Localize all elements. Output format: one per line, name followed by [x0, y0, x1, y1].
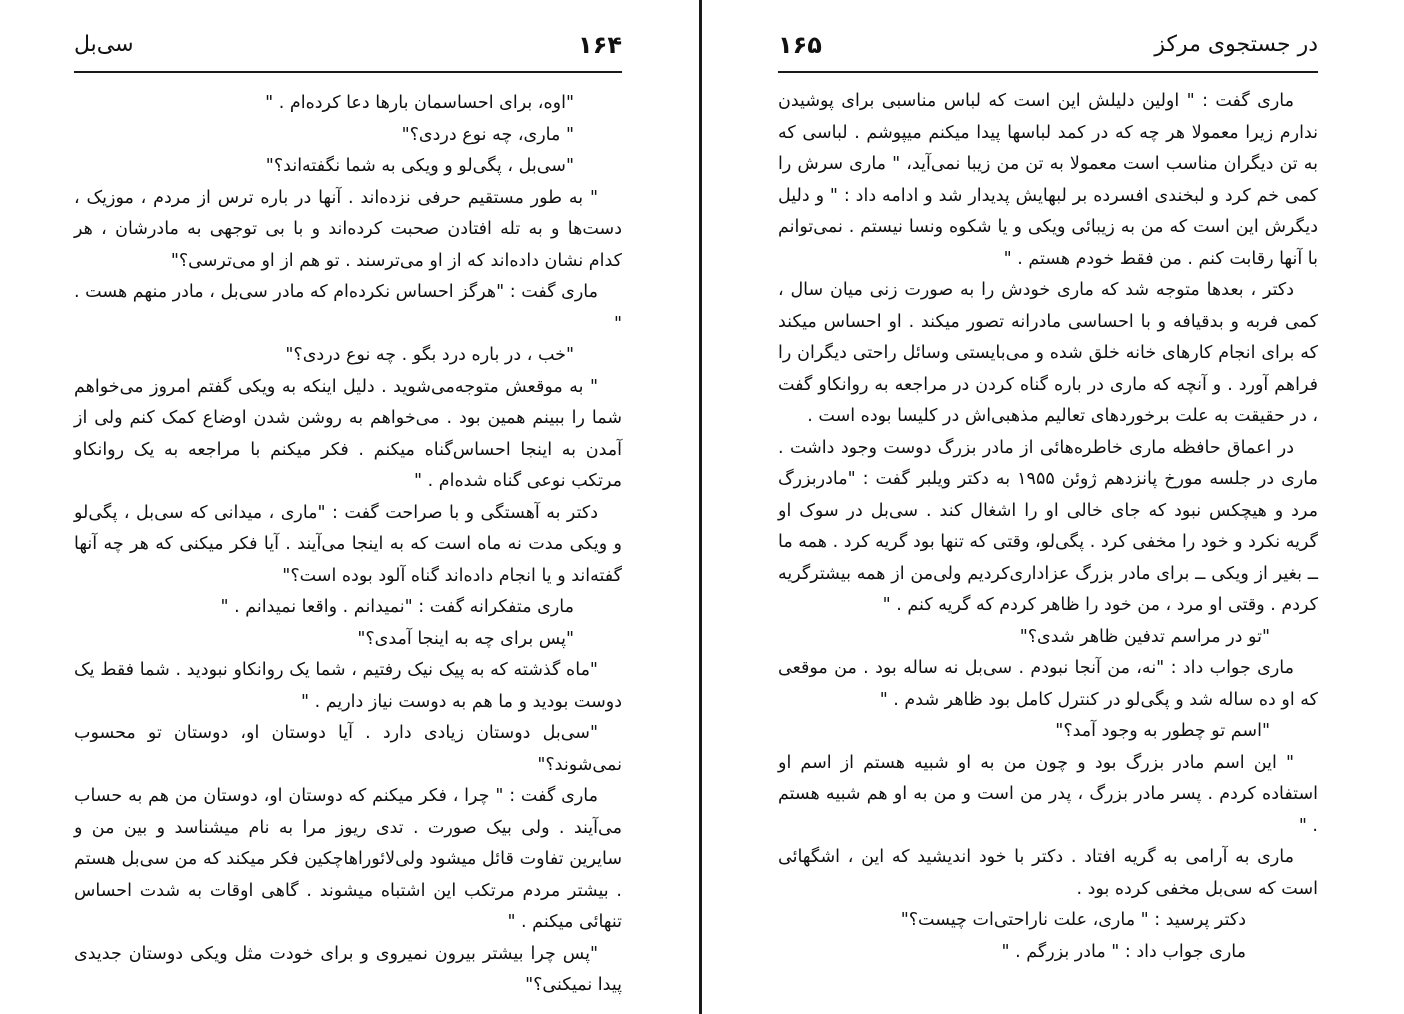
book-gutter [699, 0, 702, 1014]
paragraph: ماری به آرامی به گریه افتاد . دکتر با خود اندیشید که این ، اشگهائی است که سی‌بل مخفی کرده بود . [778, 847, 1318, 899]
paragraph: ماری متفکرانه گفت : "نمیدانم . واقعا نمیدانم . " [220, 597, 574, 617]
left-page [74, 0, 622, 1014]
paragraph: "سی‌بل ، پگی‌لو و ویکی به شما نگفته‌اند؟" [265, 156, 574, 176]
paragraph: "پس برای چه به اینجا آمدی؟" [357, 628, 574, 649]
paragraph: ماری گفت : " اولین دلیلش این است که لباس مناسبی برای پوشیدن ندارم زیرا معمولا هر چه که در کمد لباسها پیدا میکنم میپوشم . لباسی که به تن دیگران مناسب است معمولا به تن من زیبا نمی‌آید، " ماری سرش را کمی خم کرد و لبخندی افسرده بر لبهایش پدیدار شد و ادامه داد : " و دلیل دیگرش این است که من به زیبائی ویکی و یا شکوه ونسا نیستم . نمی‌توانم با آنها رقابت کنم . من فقط خودم هستم . " [778, 91, 1318, 269]
paragraph: " این اسم مادر بزرگ بود و چون من به او شبیه هستم از اسم او استفاده کردم . پسر مادر بزرگ ، پدر من است و من به او هم شبیه هستم . " [778, 752, 1318, 836]
paragraph: در اعماق حافظه ماری خاطره‌هائی از مادر بزرگ دوست‌ وجود داشت . ماری در جلسه مورخ پانزدهم ژوئن ۱۹۵۵ به دکتر ویلبر گفت : "مادربزرگ مرد و هیچکس نبود که جای خالی او را اشغال کند . سی‌بل در سوک او گریه نکرد و خود را مخفی کرد . پگی‌لو، وقتی که تنها بود گریه کرد . همه ما ــ بغیر از ویکی ــ برای مادر بزرگ عزاداری‌کردیم ولی‌من از همه بیشتر‌گریه کردم . وقتی او مرد ، من خود را ظاهر کردم که گریه کنم . " [778, 437, 1318, 615]
paragraph: " به طور مستقیم حرفی نزده‌اند . آنها در باره ترس از مردم ، موزیک ، دست‌ها و به تله افتادن صحبت کرده‌اند و با بی توجهی به مادرشان ، هر کدام نشان داده‌اند که از او می‌ترسند . تو هم از او می‌ترسی؟" [74, 187, 622, 271]
paragraph: دکتر پرسید : " ماری، علت ناراحتی‌ات چیست؟" [900, 910, 1246, 930]
right-page [778, 0, 1318, 1014]
right-page-number: ۱۶۵ [778, 31, 822, 59]
right-page-header [778, 28, 1318, 68]
right-running-title: در جستجوی مرکز [1154, 32, 1318, 57]
paragraph: "سی‌بل دوستان زیادی دارد . آیا دوستان او، دوستان تو محسوب نمی‌شوند؟" [74, 723, 622, 775]
paragraph: "اوه، برای احساسمان بارها دعا کرده‌ام . " [265, 93, 574, 113]
left-header-rule [74, 71, 622, 73]
paragraph: "ماه گذشته که به پیک نیک رفتیم ، شما یک روانکاو نبودید . شما فقط یک دوست بودید و ما هم به دوست نیاز داریم . " [74, 660, 622, 712]
paragraph: ماری جواب داد : " مادر بزرگم . " [1001, 941, 1246, 962]
paragraph: دکتر به آهستگی و با صراحت گفت : "ماری ، میدانی که سی‌بل ، پگی‌لو و ویکی مدت نه ماه است که به اینجا می‌آیند . آیا فکر میکنی که هر چه آنها گفته‌اند و یا انجام داده‌اند گناه آلود بوده است؟" [74, 502, 622, 586]
paragraph: "اسم تو چطور به وجود آمد؟" [1055, 721, 1270, 741]
right-header-rule [778, 71, 1318, 73]
left-running-title: سی‌بل [74, 32, 134, 57]
paragraph: ماری جواب داد : "نه، من آنجا نبودم . سی‌بل نه ساله بود . من موقعی که او ده ساله شد و پگی‌لو در کنترل کامل بود ظاهر شدم . " [778, 658, 1318, 710]
paragraph: "پس چرا بیشتر بیرون نمیروی و برای خودت مثل ویکی دوستان جدیدی پیدا نمیکنی؟" [74, 943, 622, 995]
right-page-text [778, 86, 1318, 968]
paragraph: دکتر ، بعدها متوجه شد که ماری خودش را به صورت زنی میان سال ، کمی فربه و بدقیافه و با احساسی مادرانه تصور میکند . او احساس میکند که برای انجام کارهای خانه خلق شده و می‌بایستی وسائل راحتی دیگران را فراهم آورد . و آنچه که ماری در باره گناه کردن در مراجعه به روانکاو گفت ، در حقیقت به علت برخوردهای تعالیم مذهبی‌اش در کلیسا بوده است . [778, 280, 1318, 426]
paragraph: " ماری، چه نوع دردی؟" [401, 124, 574, 145]
left-page-header [74, 28, 622, 68]
paragraph: "تو در مراسم تدفین ظاهر شدی؟" [1019, 626, 1270, 647]
paragraph: ماری گفت : " چرا ، فکر میکنم که دوستان او، دوستان من هم به حساب می‌آیند . ولی بیک صورت . تدی ریوز مرا به نام میشناسد و بین من و سایرین تفاوت قائل میشود ولی‌لائورا‌هاچکین فکر میکند که من سی‌بل هستم . بیشتر مردم مرتکب این اشتباه میشوند . گاهی اوقات به شدت احساس تنهائی میکنم . " [74, 786, 622, 932]
left-page-number: ۱۶۴ [578, 31, 622, 59]
paragraph: " به موقعش متوجه‌می‌شوید . دلیل اینکه به ویکی گفتم امروز می‌خواهم شما را ببینم همین بود . می‌خواهم به روشن شدن اوضاع کمک کنم ولی از آمدن به اینجا احساس‌گناه میکنم . فکر میکنم با مراجعه به یک روانکاو مرتکب نوعی گناه شده‌ام . " [74, 376, 622, 491]
left-page-text [74, 88, 622, 1002]
paragraph: ماری گفت : "هرگز احساس نکرده‌ام که مادر سی‌بل ، مادر منهم هست . " [74, 282, 622, 334]
paragraph: "خب ، در باره درد بگو . چه نوع دردی؟" [285, 345, 574, 365]
